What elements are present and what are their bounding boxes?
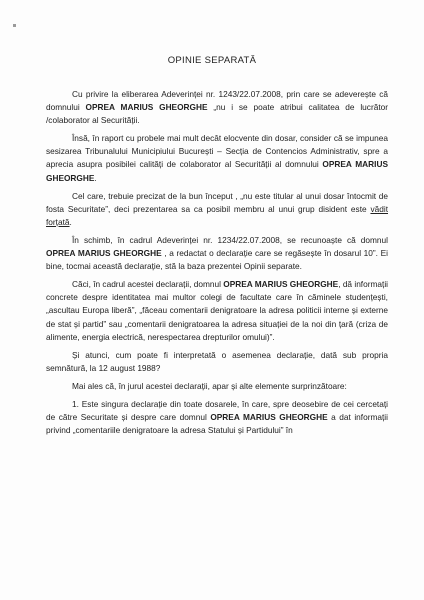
text-run: Mai ales că, în jurul acestei declarații, apar și alte elemente surprinzătoare:	[72, 380, 347, 391]
name-emphasis: OPREA MARIUS GHEORGHE	[46, 248, 162, 259]
text-run: , a redactat o declarație care se regăsește în dosarul 10”. Ei bine, tocmai această declarație, stă la baza prezentei Opinii separate.	[46, 248, 389, 272]
paragraph	[46, 398, 388, 437]
name-emphasis: OPREA MARIUS GHEORGHE	[85, 102, 208, 113]
text-run: .	[94, 172, 97, 183]
paragraph	[46, 278, 388, 343]
text-run: , dă informații concrete despre identitatea mai multor colegi de facultate care în căminele studențești, „ascultau Europa liberă”, „făceau comentarii denigratoare la adresa politicii interne și externe de stat și partid” sau „comentarii denigratoarea la adresa situației de la noi din țară (criza de alimente, energia electrică, nerespectarea drepturilor omului)”.	[46, 279, 389, 342]
text-run: Însă, în raport cu probele mai mult decât elocvente din dosar, consider că se impunea sesizarea Tribunalului Municipiului București – Secția de Contencios Administrativ, spre a aprecia asupra posibilei calități de colaborator al Securității al domnului	[46, 133, 388, 170]
paragraph	[46, 380, 388, 393]
text-run: .	[69, 216, 72, 227]
paragraph	[46, 132, 388, 184]
text-run: 1. Este singura declarație din toate dosarele, în care, spre deosebire de cei cercetați de către Securitate și despre care domnul	[46, 398, 388, 423]
text-run: În schimb, în cadrul Adeverinței nr. 1234/22.07.2008, se recunoaște că domnul	[72, 234, 388, 245]
document-title: OPINIE SEPARATĂ	[167, 55, 257, 66]
text-run: Și atunci, cum poate fi interpretată o asemenea declarație, dată sub propria semnătură, la 12 august 1988?	[46, 349, 388, 373]
paragraph	[46, 234, 388, 273]
text-run: Cu privire la eliberarea Adeverinței nr. 1243/22.07.2008, prin care se adeverește că domnului	[46, 89, 388, 113]
text-run: a dat informații privind „comentariile denigratoare la adresa Statului și Partidului” în	[46, 412, 388, 436]
document-body	[46, 88, 388, 442]
paragraph	[46, 190, 388, 229]
paragraph	[46, 349, 388, 375]
paragraph	[46, 88, 388, 127]
name-emphasis: OPREA MARIUS GHEORGHE	[223, 279, 339, 290]
scan-mark	[13, 24, 16, 27]
text-run: Cel care, trebuie precizat de la bun început , „nu este titular al unui dosar întocmit de fosta Securitate”, deci prezentarea sa ca posibil membru al unui grup disident este	[46, 190, 388, 214]
text-run: Căci, în cadrul acestei declarații, domnul	[72, 279, 224, 290]
text-run: „nu i se poate atribui calitatea de lucrător /colaborator al Securității.	[46, 102, 389, 126]
name-emphasis: OPREA MARIUS GHEORGHE	[46, 159, 388, 183]
text-run: vădit forțată	[46, 203, 388, 227]
name-emphasis: OPREA MARIUS GHEORGHE	[210, 412, 328, 423]
